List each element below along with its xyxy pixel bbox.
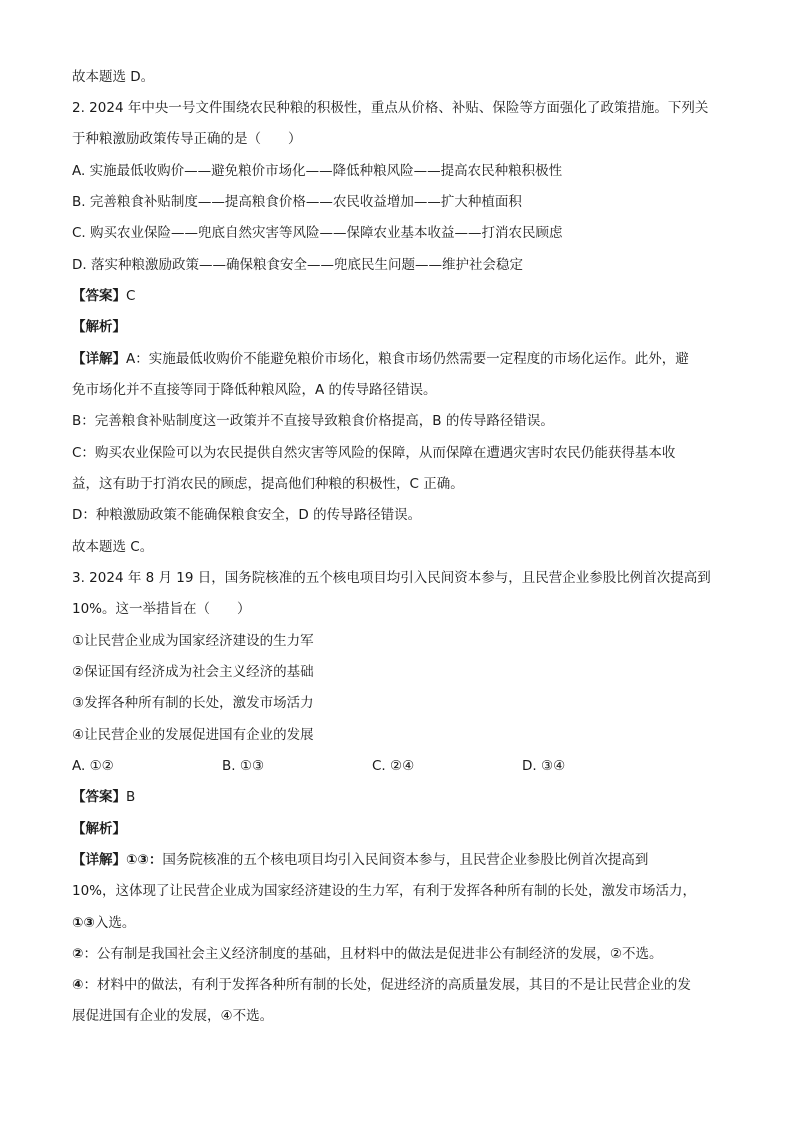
q2-option-a: A. 实施最低收购价——避免粮价市场化——降低种粮风险——提高农民种粮积极性 — [72, 163, 563, 179]
q3-stem-line-2: 10%。这一举措旨在（ ） — [72, 601, 251, 617]
q2-stem-line-2: 于种粮激励政策传导正确的是（ ） — [72, 131, 302, 147]
answer-value: B — [126, 789, 136, 805]
q3-answer — [72, 787, 732, 807]
q2-option-b: B. 完善粮食补贴制度——提高粮食价格——农民收益增加——扩大种植面积 — [72, 194, 522, 210]
q2-conclusion: 故本题选 C。 — [72, 539, 154, 555]
answer-tag: 【答案】 — [72, 288, 126, 304]
q3-statement-3: ③发挥各种所有制的长处，激发市场活力 — [72, 695, 314, 711]
detail-tag: 【详解】 — [72, 852, 126, 868]
q2-detail-line-2: 免市场化并不直接等同于降低种粮风险，A 的传导路径错误。 — [72, 382, 437, 398]
q2-option-d: D. 落实种粮激励政策——确保粮食安全——兜底民生问题——维护社会稳定 — [72, 257, 523, 273]
q3-statement-1: ①让民营企业成为国家经济建设的生力军 — [72, 633, 314, 649]
detail-tag: 【详解】 — [72, 351, 126, 367]
answer-tag: 【答案】 — [72, 789, 126, 805]
q3-detail-line-5: ④：材料中的做法，有利于发挥各种所有制的长处，促进经济的高质量发展，其目的不是让民营企业的发 — [72, 977, 691, 993]
q3-options — [72, 756, 672, 776]
q3-option-b: B. ①③ — [222, 758, 265, 774]
q3-detail-line-6: 展促进国有企业的发展，④不选。 — [72, 1008, 274, 1024]
q2-stem-line-1: 2. 2024 年中央一号文件围绕农民种粮的积极性，重点从价格、补贴、保险等方面强化了政策措施。下列关 — [72, 100, 709, 116]
q3-detail-line-3: ①③入选。 — [72, 915, 136, 931]
q3-statement-2: ②保证国有经济成为社会主义经济的基础 — [72, 664, 314, 680]
q2-detail-line-6: D：种粮激励政策不能确保粮食安全，D 的传导路径错误。 — [72, 507, 422, 523]
q3-detail-line-4: ②：公有制是我国社会主义经济制度的基础，且材料中的做法是促进非公有制经济的发展，②不选。 — [72, 946, 663, 962]
q3-detail-line-2: 10%，这体现了让民营企业成为国家经济建设的生力军，有利于发挥各种所有制的长处，激发市场活力， — [72, 883, 697, 899]
q2-analysis-tag: 【解析】 — [72, 319, 126, 335]
q2-answer — [72, 286, 732, 306]
q3-option-d: D. ③④ — [522, 758, 566, 774]
q2-detail-line-3: B：完善粮食补贴制度这一政策并不直接导致粮食价格提高，B 的传导路径错误。 — [72, 413, 554, 429]
q3-option-c: C. ②④ — [372, 758, 415, 774]
q1-conclusion: 故本题选 D。 — [72, 69, 155, 85]
q3-analysis-tag: 【解析】 — [72, 821, 126, 837]
answer-value: C — [126, 288, 136, 304]
q2-detail-line-4: C：购买农业保险可以为农民提供自然灾害等风险的保障，从而保障在遭遇灾害时农民仍能获得基本收 — [72, 445, 676, 461]
q2-detail-line-1: 【详解】A：实施最低收购价不能避免粮价市场化，粮食市场仍然需要一定程度的市场化运作。此外，避 — [72, 351, 689, 367]
q3-detail-line-1: 【详解】①③：国务院核准的五个核电项目均引入民间资本参与，且民营企业参股比例首次提高到 — [72, 852, 649, 868]
q3-statement-4: ④让民营企业的发展促进国有企业的发展 — [72, 727, 314, 743]
q3-stem-line-1: 3. 2024 年 8 月 19 日，国务院核准的五个核电项目均引入民间资本参与，且民营企业参股比例首次提高到 — [72, 570, 711, 586]
q2-option-c: C. 购买农业保险——兜底自然灾害等风险——保障农业基本收益——打消农民顾虑 — [72, 225, 563, 241]
q2-detail-line-5: 益，这有助于打消农民的顾虑，提高他们种粮的积极性，C 正确。 — [72, 476, 464, 492]
q3-option-a: A. ①② — [72, 758, 114, 774]
